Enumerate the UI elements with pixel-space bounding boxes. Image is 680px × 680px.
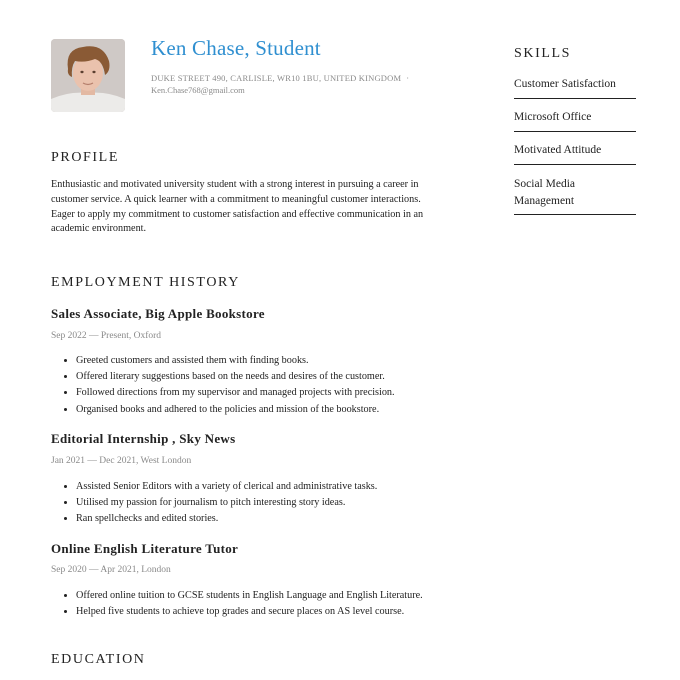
job-title: Online English Literature Tutor — [51, 541, 239, 556]
bullet-item: • Followed directions from my supervisor and managed projects with precision. — [76, 385, 456, 401]
bullet-item: • Offered online tuition to GCSE students in English Language and English Literature. — [76, 588, 456, 604]
skill-label: Customer Satisfaction — [514, 78, 616, 90]
profile-line: academic environment. — [51, 223, 147, 235]
profile-summary — [51, 178, 451, 237]
bullet-item: • Assisted Senior Editors with a variety of clerical and administrative tasks. — [76, 479, 456, 495]
address: DUKE STREET 490, CARLISLE, WR10 1BU, UNITED KINGDOM — [151, 73, 402, 83]
skill-item — [514, 76, 636, 99]
skill-label: Motivated Attitude — [514, 144, 602, 156]
employment-heading: EMPLOYMENT HISTORY — [51, 275, 240, 290]
candidate-name: Ken Chase, Student — [151, 36, 321, 60]
skill-item — [514, 109, 636, 132]
bullet-item: • Offered literary suggestions based on the needs and desires of the customer. — [76, 369, 456, 385]
bullet-item: • Utilised my passion for journalism to pitch interesting story ideas. — [76, 495, 456, 511]
skills-heading: SKILLS — [514, 46, 572, 61]
skill-item — [514, 142, 636, 165]
bullet-item: • Helped five students to achieve top grades and secure places on AS level course. — [76, 604, 456, 620]
education-heading: EDUCATION — [51, 652, 146, 667]
skill-item — [514, 176, 636, 215]
job-bullets — [64, 353, 456, 418]
contact-separator: · — [406, 73, 410, 83]
skill-label: Microsoft Office — [514, 111, 592, 123]
profile-line: Eager to apply my commitment to customer satisfaction and effective communication in an — [51, 208, 424, 220]
job-bullets — [64, 479, 456, 528]
profile-heading: PROFILE — [51, 150, 119, 165]
job-bullets — [64, 588, 456, 620]
profile-line: customer service. A quick learner with a commitment to meaningful customer interactions. — [51, 193, 421, 205]
profile-line: Enthusiastic and motivated university student with a strong interest in pursuing a career in — [51, 179, 419, 190]
job-dates: Sep 2022 — Present, Oxford — [51, 331, 162, 341]
contact-info — [151, 72, 409, 96]
bullet-item: • Organised books and adhered to the policies and mission of the bookstore. — [76, 402, 456, 418]
skill-label: Social Media — [514, 178, 575, 190]
skill-label: Management — [514, 194, 575, 207]
bullet-item: • Ran spellchecks and edited stories. — [76, 511, 456, 527]
profile-photo — [51, 39, 125, 112]
job-title: Editorial Internship , Sky News — [51, 431, 236, 446]
job-dates: Jan 2021 — Dec 2021, West London — [51, 456, 192, 466]
job-title: Sales Associate, Big Apple Bookstore — [51, 306, 265, 321]
email: Ken.Chase768@gmail.com — [151, 85, 245, 95]
bullet-item: • Greeted customers and assisted them with finding books. — [76, 353, 456, 369]
job-dates: Sep 2020 — Apr 2021, London — [51, 565, 171, 575]
